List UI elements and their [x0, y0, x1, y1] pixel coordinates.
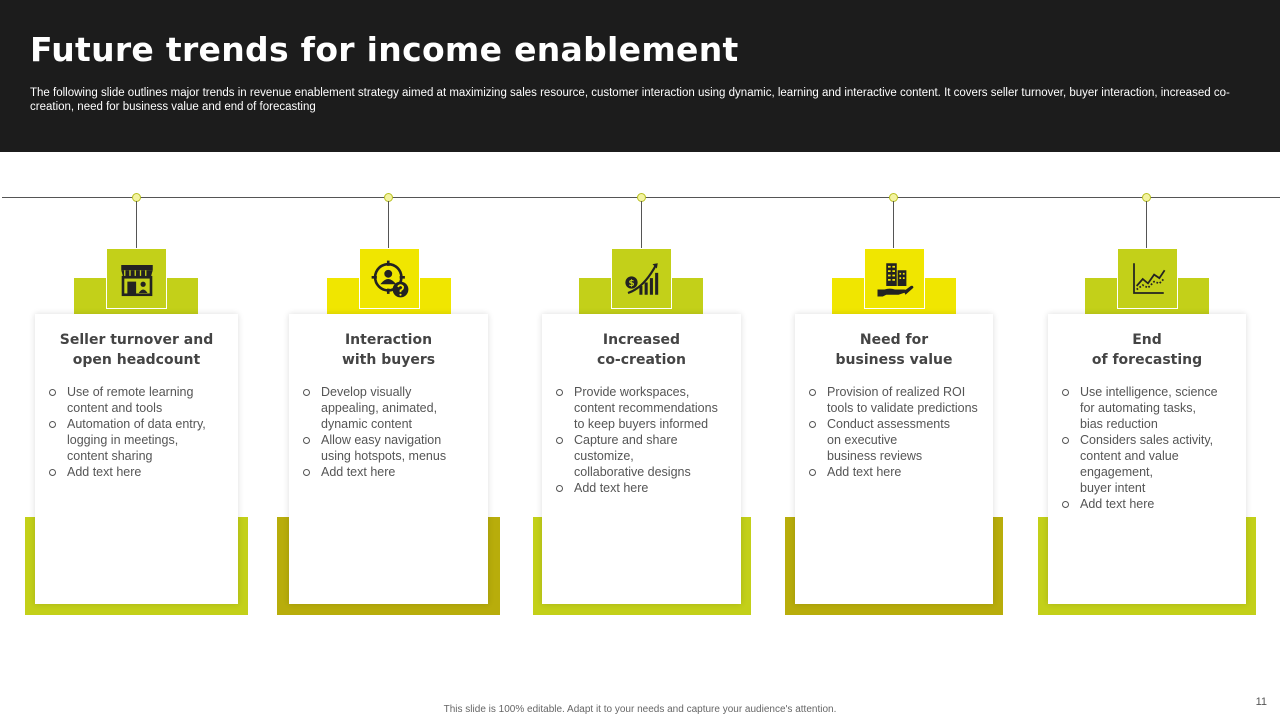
- bullet-item: Use intelligence, science for automating tasks, bias reduction: [1062, 384, 1236, 432]
- icon-box: [611, 248, 672, 309]
- bullet-item: Add text here: [1062, 496, 1236, 512]
- bullet-item: Allow easy navigation using hotspots, menus: [303, 432, 478, 464]
- bullet-list: [303, 384, 478, 480]
- bullet-item: Provision of realized ROI tools to validate predictions: [809, 384, 983, 416]
- card-title: End of forecasting: [1091, 332, 1203, 368]
- buyer-target-icon: [369, 258, 411, 300]
- line-chart-icon: [1127, 258, 1169, 300]
- growth-chart-icon: [621, 258, 663, 300]
- trend-card: [35, 314, 238, 604]
- bullet-item: Add text here: [303, 464, 478, 480]
- trend-card: [1048, 314, 1246, 604]
- bullet-list: [556, 384, 731, 496]
- timeline-connector: [641, 201, 642, 248]
- timeline-connector: [388, 201, 389, 248]
- icon-box: [1117, 248, 1178, 309]
- bullet-item: Considers sales activity, content and value engagement, buyer intent: [1062, 432, 1236, 496]
- card-title: Need for business value: [835, 332, 953, 368]
- card-title: Increased co-creation: [597, 332, 686, 368]
- card-title: Interaction with buyers: [341, 332, 436, 368]
- bullet-item: Add text here: [556, 480, 731, 496]
- bullet-item: Use of remote learning content and tools: [49, 384, 228, 416]
- timeline-connector: [136, 201, 137, 248]
- svg-text:$: $: [627, 278, 635, 289]
- footer-note: This slide is 100% editable. Adapt it to your needs and capture your audience's attention.: [443, 704, 837, 715]
- bullet-item: Capture and share customize, collaborative designs: [556, 432, 731, 480]
- bullet-list: [49, 384, 228, 480]
- timeline-connector: [1146, 201, 1147, 248]
- business-hand-icon: [874, 258, 916, 300]
- bullet-list: [809, 384, 983, 480]
- store-icon: [116, 258, 158, 300]
- icon-box: [106, 248, 167, 309]
- bullet-item: Add text here: [809, 464, 983, 480]
- slide-header: [0, 0, 1280, 152]
- timeline-connector: [893, 201, 894, 248]
- bullet-item: Develop visually appealing, animated, dynamic content: [303, 384, 478, 432]
- bullet-list: [1062, 384, 1236, 512]
- icon-box: [864, 248, 925, 309]
- bullet-item: Conduct assessments on executive business reviews: [809, 416, 983, 464]
- bullet-item: Provide workspaces, content recommendations to keep buyers informed: [556, 384, 731, 432]
- trend-card: [795, 314, 993, 604]
- card-title: Seller turnover and open headcount: [59, 332, 214, 368]
- bullet-item: Automation of data entry, logging in meetings, content sharing: [49, 416, 228, 464]
- slide-subtitle: The following slide outlines major trends in revenue enablement strategy aimed at maximizing sales resource, customer interaction using dynamic, learning and interactive content. It covers seller turnover, buyer interaction, increased co-creation, need for business value and end of forecasting: [30, 87, 1230, 113]
- trend-card: [542, 314, 741, 604]
- icon-box: [359, 248, 420, 309]
- trend-card: [289, 314, 488, 604]
- slide-title: Future trends for income enablement: [30, 30, 739, 69]
- bullet-item: Add text here: [49, 464, 228, 480]
- page-number: 11: [1255, 696, 1267, 708]
